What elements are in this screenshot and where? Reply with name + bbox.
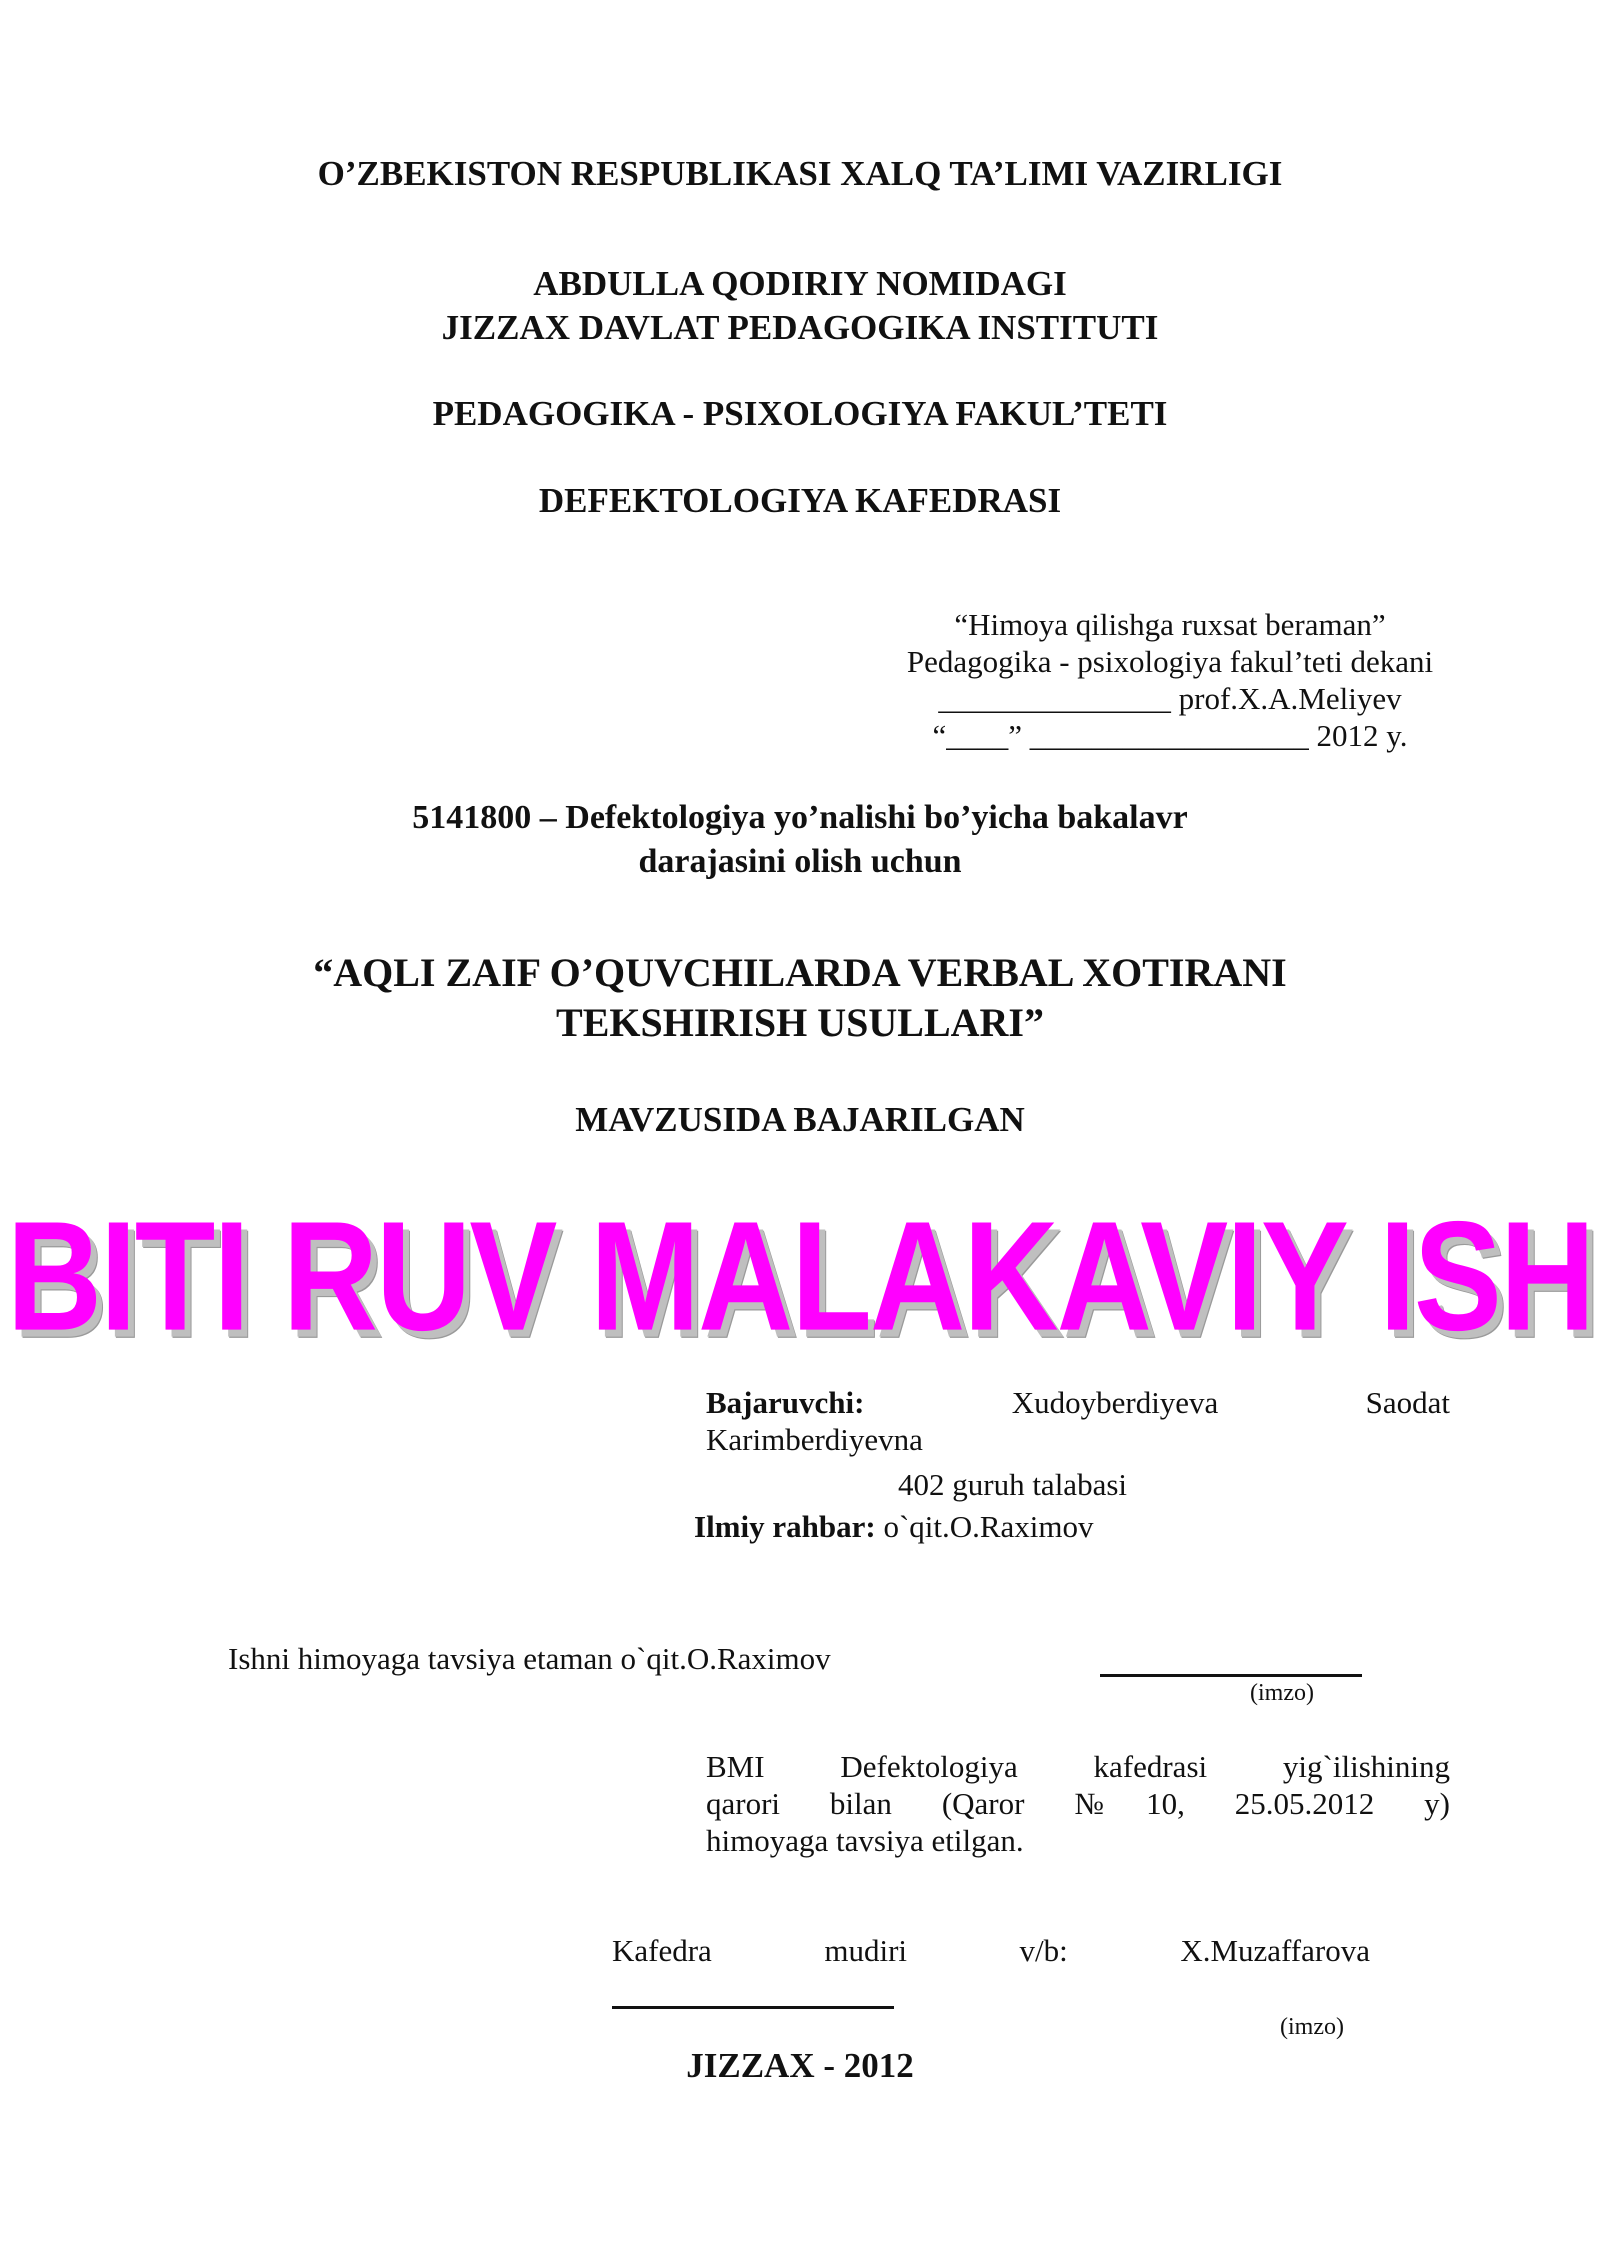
degree-line-1: 5141800 – Defektologiya yo’nalishi bo’yicha bakalavr	[412, 799, 1188, 836]
author-label: Bajaruvchi:	[706, 1385, 865, 1420]
head-word-1: Kafedra	[612, 1933, 712, 1968]
head-word-3: v/b:	[1019, 1933, 1068, 1968]
topic-line-2: TEKSHIRISH USULLARI”	[556, 1000, 1044, 1045]
recommendation-signature-caption: (imzo)	[1250, 1680, 1314, 1706]
city-year: JIZZAX - 2012	[686, 2046, 914, 2085]
author-surname: Xudoyberdiyeva	[1011, 1385, 1219, 1420]
approval-line-2: Pedagogika - psixologiya fakul’teti dekani	[906, 644, 1434, 679]
head-word-2: mudiri	[824, 1933, 908, 1968]
approval-block	[880, 606, 1460, 754]
faculty-heading: PEDAGOGIKA - PSIXOLOGIYA FAKUL’TETI	[432, 394, 1168, 433]
decision-line-2: qarori bilan (Qaror №10, 25.05.2012 y)	[706, 1786, 1450, 1821]
head-name: X.Muzaffarova	[1180, 1933, 1370, 1968]
head-signature-caption: (imzo)	[1280, 2014, 1344, 2040]
author-block	[706, 1384, 1450, 1458]
degree-line-2: darajasini olish uchun	[638, 843, 962, 880]
advisor-label: Ilmiy rahbar:	[694, 1509, 876, 1544]
topic-line-1: “AQLI ZAIF O’QUVCHILARDA VERBAL XOTIRANI	[313, 950, 1287, 995]
department-heading: DEFEKTOLOGIYA KAFEDRASI	[538, 481, 1062, 520]
author-first-name: Saodat	[1365, 1385, 1450, 1420]
institute-name-line1: ABDULLA QODIRIY NOMIDAGI	[533, 264, 1067, 303]
topic-line-3: MAVZUSIDA BAJARILGAN	[575, 1100, 1025, 1139]
author-patronymic: Karimberdiyevna	[706, 1422, 923, 1457]
decision-line-1: BMI Defektologiya kafedrasi yig`ilishining	[706, 1749, 1450, 1784]
author-line	[706, 1384, 1450, 1421]
approval-line-1: “Himoya qilishga ruxsat beraman”	[954, 607, 1386, 642]
decision-block	[706, 1748, 1450, 1859]
advisor-line	[694, 1508, 1094, 1545]
author-group: 402 guruh talabasi	[898, 1467, 1128, 1502]
ministry-heading: O’ZBEKISTON RESPUBLIKASI XALQ TA’LIMI VAZIRLIGI	[317, 154, 1283, 193]
work-title: BITI RUV MALAKAVIY ISH	[6, 1189, 1594, 1363]
institute-name-line2: JIZZAX DAVLAT PEDAGOGIKA INSTITUTI	[441, 308, 1159, 347]
advisor-name: o`qit.O.Raximov	[883, 1509, 1094, 1544]
head-of-department-line	[612, 1932, 1370, 1969]
head-signature-line	[612, 1978, 894, 2009]
decision-line-3: himoyaga tavsiya etilgan.	[706, 1823, 1024, 1858]
approval-line-3: _______________ prof.X.A.Meliyev	[938, 681, 1402, 716]
recommendation-signature-line	[1100, 1640, 1362, 1677]
recommendation-text: Ishni himoyaga tavsiya etaman o`qit.O.Raximov	[228, 1641, 831, 1676]
approval-line-4: “____” __________________ 2012 y.	[932, 718, 1408, 753]
